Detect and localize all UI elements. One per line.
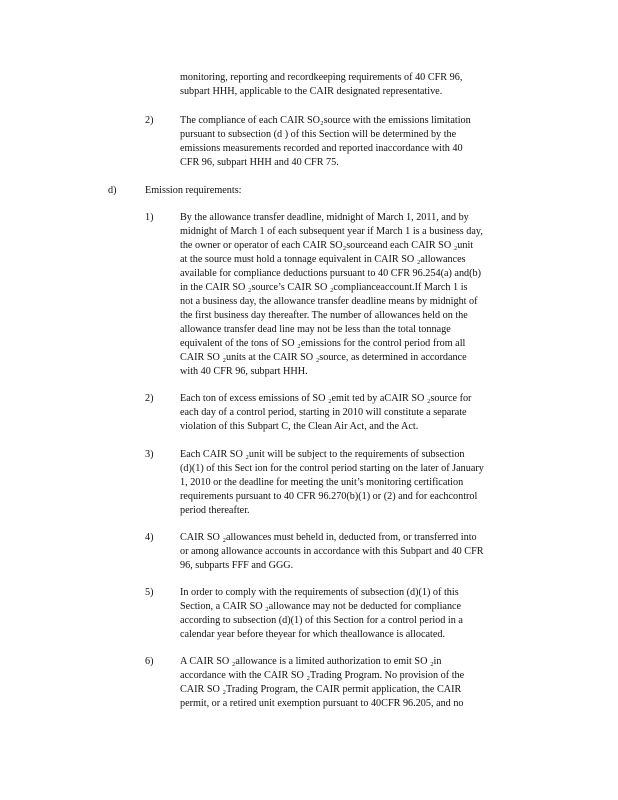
item-paragraph	[180, 392, 518, 434]
text-line: emissions measurements recorded and reported inaccordance with 40	[180, 143, 463, 154]
text-line: monitoring, reporting and recordkeeping requirements of 40 CFR 96,	[180, 72, 463, 83]
text-line: at the source must hold a tonnage equivalent in CAIR SO ₂allowances	[180, 254, 466, 265]
text-line: A CAIR SO ₂allowance is a limited authorization to emit SO ₂in	[180, 656, 442, 667]
text-line: By the allowance transfer deadline, midnight of March 1, 2011, and by	[180, 212, 469, 223]
text-line: with 40 CFR 96, subpart HHH.	[180, 366, 308, 377]
text-line: CAIR SO ₂allowances must beheld in, deducted from, or transferred into	[180, 532, 477, 543]
item-paragraph	[180, 211, 518, 379]
text-line: requirements pursuant to 40 CFR 96.270(b)(1) or (2) and for eachcontrol	[180, 491, 478, 502]
section-label: d)	[108, 185, 117, 196]
text-line: not a business day, the allowance transfer deadline means by midnight of	[180, 296, 478, 307]
text-line: the owner or operator of each CAIR SO₂sourceand each CAIR SO ₂unit	[180, 240, 474, 251]
item-number: 2)	[145, 115, 154, 126]
section-title: Emission requirements:	[145, 185, 242, 196]
item-paragraph	[180, 114, 518, 170]
text-line: Section, a CAIR SO ₂allowance may not be deducted for compliance	[180, 601, 462, 612]
item-paragraph	[180, 448, 518, 518]
item-number: 4)	[145, 532, 154, 543]
text-line: period thereafter.	[180, 505, 250, 516]
text-line: CAIR SO ₂Trading Program, the CAIR permit application, the CAIR	[180, 684, 462, 695]
text-line: midnight of March 1 of each subsequent year if March 1 is a business day,	[180, 226, 483, 237]
item-number: 3)	[145, 449, 154, 460]
text-line: CFR 96, subpart HHH and 40 CFR 75.	[180, 157, 339, 168]
intro-paragraph	[180, 71, 518, 99]
text-line: accordance with the CAIR SO ₂Trading Program. No provision of the	[180, 670, 465, 681]
text-line: The compliance of each CAIR SO₂source with the emissions limitation	[180, 115, 471, 126]
text-line: Each ton of excess emissions of SO ₂emit ted by aCAIR SO ₂source for	[180, 393, 472, 404]
text-line: equivalent of the tons of SO ₂emissions for the control period from all	[180, 338, 466, 349]
text-line: (d)(1) of this Sect ion for the control period starting on the later of January	[180, 463, 484, 474]
text-line: calendar year before theyear for which theallowance is allocated.	[180, 629, 446, 640]
text-line: pursuant to subsection (d ) of this Section will be determined by the	[180, 129, 457, 140]
text-line: violation of this Subpart C, the Clean Air Act, and the Act.	[180, 421, 419, 432]
item-paragraph	[180, 655, 518, 711]
item-number: 6)	[145, 656, 154, 667]
text-line: 96, subparts FFF and GGG.	[180, 560, 294, 571]
text-line: the first business day thereafter. The number of allowances held on the	[180, 310, 468, 321]
text-line: permit, or a retired unit exemption pursuant to 40CFR 96.205, and no	[180, 698, 464, 709]
item-number: 1)	[145, 212, 154, 223]
text-line: according to subsection (d)(1) of this Section for a control period in a	[180, 615, 463, 626]
text-line: each day of a control period, starting in 2010 will constitute a separate	[180, 407, 467, 418]
item-paragraph	[180, 586, 518, 642]
item-paragraph	[180, 531, 518, 573]
item-number: 2)	[145, 393, 154, 404]
text-line: subpart HHH, applicable to the CAIR designated representative.	[180, 86, 443, 97]
text-line: Each CAIR SO ₂unit will be subject to the requirements of subsection	[180, 449, 465, 460]
text-line: allowance transfer dead line may not be less than the total tonnage	[180, 324, 451, 335]
text-line: in the CAIR SO ₂source’s CAIR SO ₂complianceaccount.If March 1 is	[180, 282, 468, 293]
item-number: 5)	[145, 587, 154, 598]
text-line: 1, 2010 or the deadline for meeting the unit’s monitoring certification	[180, 477, 464, 488]
text-line: available for compliance deductions pursuant to 40 CFR 96.254(a) and(b)	[180, 268, 482, 279]
text-line: or among allowance accounts in accordance with this Subpart and 40 CFR	[180, 546, 484, 557]
text-line: In order to comply with the requirements of subsection (d)(1) of this	[180, 587, 459, 598]
text-line: CAIR SO ₂units at the CAIR SO ₂source, as determined in accordance	[180, 352, 467, 363]
